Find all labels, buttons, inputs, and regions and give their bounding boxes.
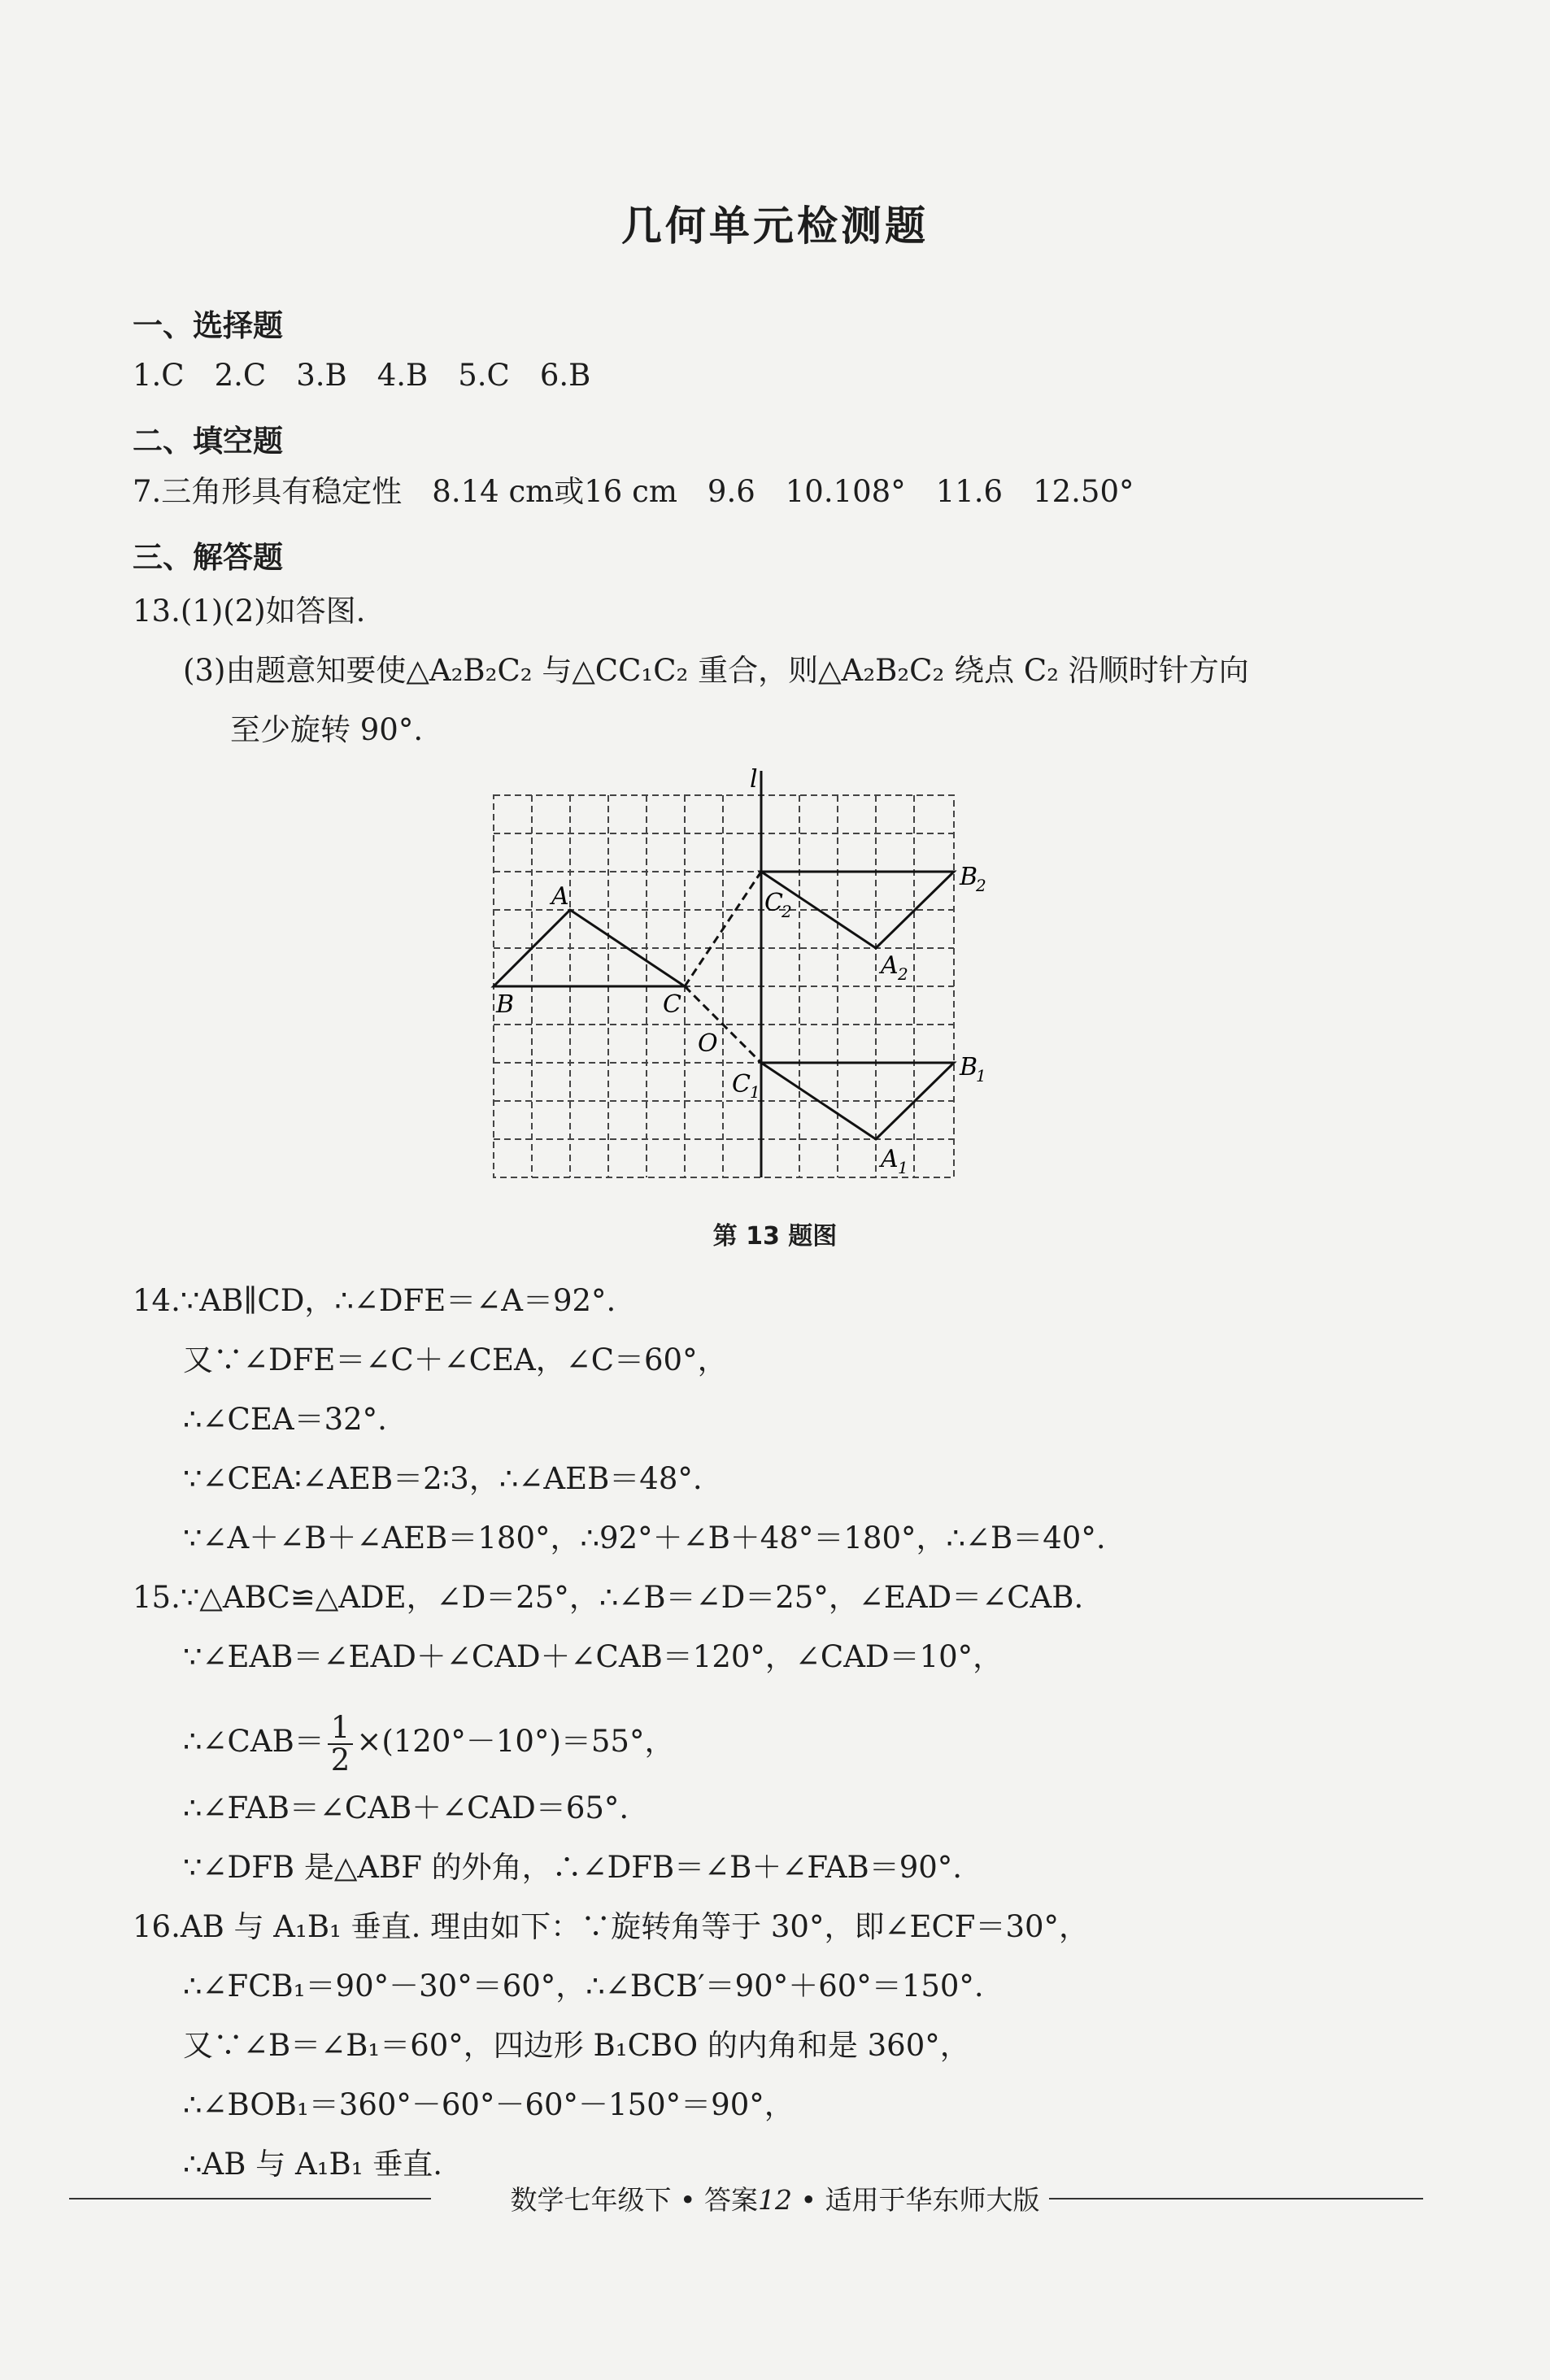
q16-line5: ∴AB 与 A₁B₁ 垂直. [183, 2147, 443, 2182]
q15-line2: ∵∠EAB＝∠EAD＋∠CAD＋∠CAB＝120°，∠CAD＝10°， [183, 1639, 1004, 1674]
footer-pre: 数学七年级下 • 答案 [510, 2184, 758, 2216]
footer-post: • 适用于华东师大版 [792, 2184, 1040, 2216]
label-B1: B [960, 1053, 978, 1081]
label-A1: A [881, 1145, 899, 1173]
section-solve-heading: 三、解答题 [133, 540, 283, 575]
label-l: l [750, 765, 758, 794]
section-choice-heading: 一、选择题 [133, 308, 283, 343]
q16-line3: 又∵∠B＝∠B₁＝60°，四边形 B₁CBO 的内角和是 360°， [183, 2028, 970, 2063]
label-C2-sub: 2 [782, 902, 792, 921]
label-A2-sub: 2 [898, 964, 908, 984]
figure-caption: 第 13 题图 [712, 1222, 838, 1251]
label-O: O [698, 1029, 718, 1058]
q14-line3: ∴∠CEA＝32°. [183, 1402, 387, 1437]
q13-line1: 13.(1)(2)如答图. [133, 594, 366, 629]
label-C2: C [764, 889, 783, 917]
q15-line3 [183, 1708, 674, 1776]
fraction-denominator: 2 [330, 1742, 350, 1777]
label-C1: C [732, 1070, 751, 1099]
label-A: A [551, 882, 569, 911]
q15-line3-post: ×(120°－10°)＝55°， [356, 1724, 675, 1759]
q14-line4: ∵∠CEA∶∠AEB＝2∶3，∴∠AEB＝48°. [183, 1461, 703, 1496]
fraction-one-half [328, 1709, 354, 1777]
q14-line1: 14.∵AB∥CD，∴∠DFE＝∠A＝92°. [133, 1283, 616, 1318]
q15-line4: ∴∠FAB＝∠CAB＋∠CAD＝65°. [183, 1790, 629, 1825]
q16-line1: 16.AB 与 A₁B₁ 垂直. 理由如下：∵旋转角等于 30°，即∠ECF＝30°， [133, 1909, 1090, 1944]
label-B1-sub: 1 [976, 1066, 986, 1086]
label-B2: B [960, 863, 978, 891]
q15-line1: 15.∵△ABC≌△ADE，∠D＝25°，∴∠B＝∠D＝25°，∠EAD＝∠CAB. [133, 1580, 1084, 1615]
q14-line5: ∵∠A＋∠B＋∠AEB＝180°，∴92°＋∠B＋48°＝180°，∴∠B＝40°. [183, 1521, 1106, 1555]
label-C1-sub: 1 [750, 1082, 760, 1102]
fill-answers: 7.三角形具有稳定性 8.14 cm或16 cm 9.6 10.108° 11.6 12.50° [133, 474, 1134, 509]
label-B: B [496, 990, 515, 1019]
q16-line2: ∴∠FCB₁＝90°－30°＝60°，∴∠BCB′＝90°＋60°＝150°. [183, 1969, 984, 2004]
label-C: C [663, 990, 681, 1019]
q15-line5: ∵∠DFB 是△ABF 的外角，∴∠DFB＝∠B＋∠FAB＝90°. [183, 1850, 963, 1885]
q13-figure [488, 765, 986, 1183]
fraction-numerator: 1 [328, 1712, 354, 1745]
choice-answers: 1.C 2.C 3.B 4.B 5.C 6.B [133, 358, 591, 393]
label-B2-sub: 2 [976, 876, 986, 895]
page-title: 几何单元检测题 [621, 202, 929, 250]
label-A1-sub: 1 [898, 1158, 908, 1177]
q13-line3: 至少旋转 90°. [230, 712, 424, 747]
q15-line3-pre: ∴∠CAB＝ [183, 1724, 324, 1759]
section-fill-heading: 二、填空题 [133, 424, 283, 459]
footer-page-number: 12 [758, 2184, 792, 2216]
q13-line2: (3)由题意知要使△A₂B₂C₂ 与△CC₁C₂ 重合，则△A₂B₂C₂ 绕点 C₂ 沿顺时针方向 [183, 653, 1249, 688]
q16-line4: ∴∠BOB₁＝360°－60°－60°－150°＝90°， [183, 2087, 795, 2122]
page-footer [0, 2179, 1550, 2217]
label-A2: A [881, 951, 899, 980]
q14-line2: 又∵∠DFE＝∠C＋∠CEA，∠C＝60°， [183, 1342, 728, 1377]
